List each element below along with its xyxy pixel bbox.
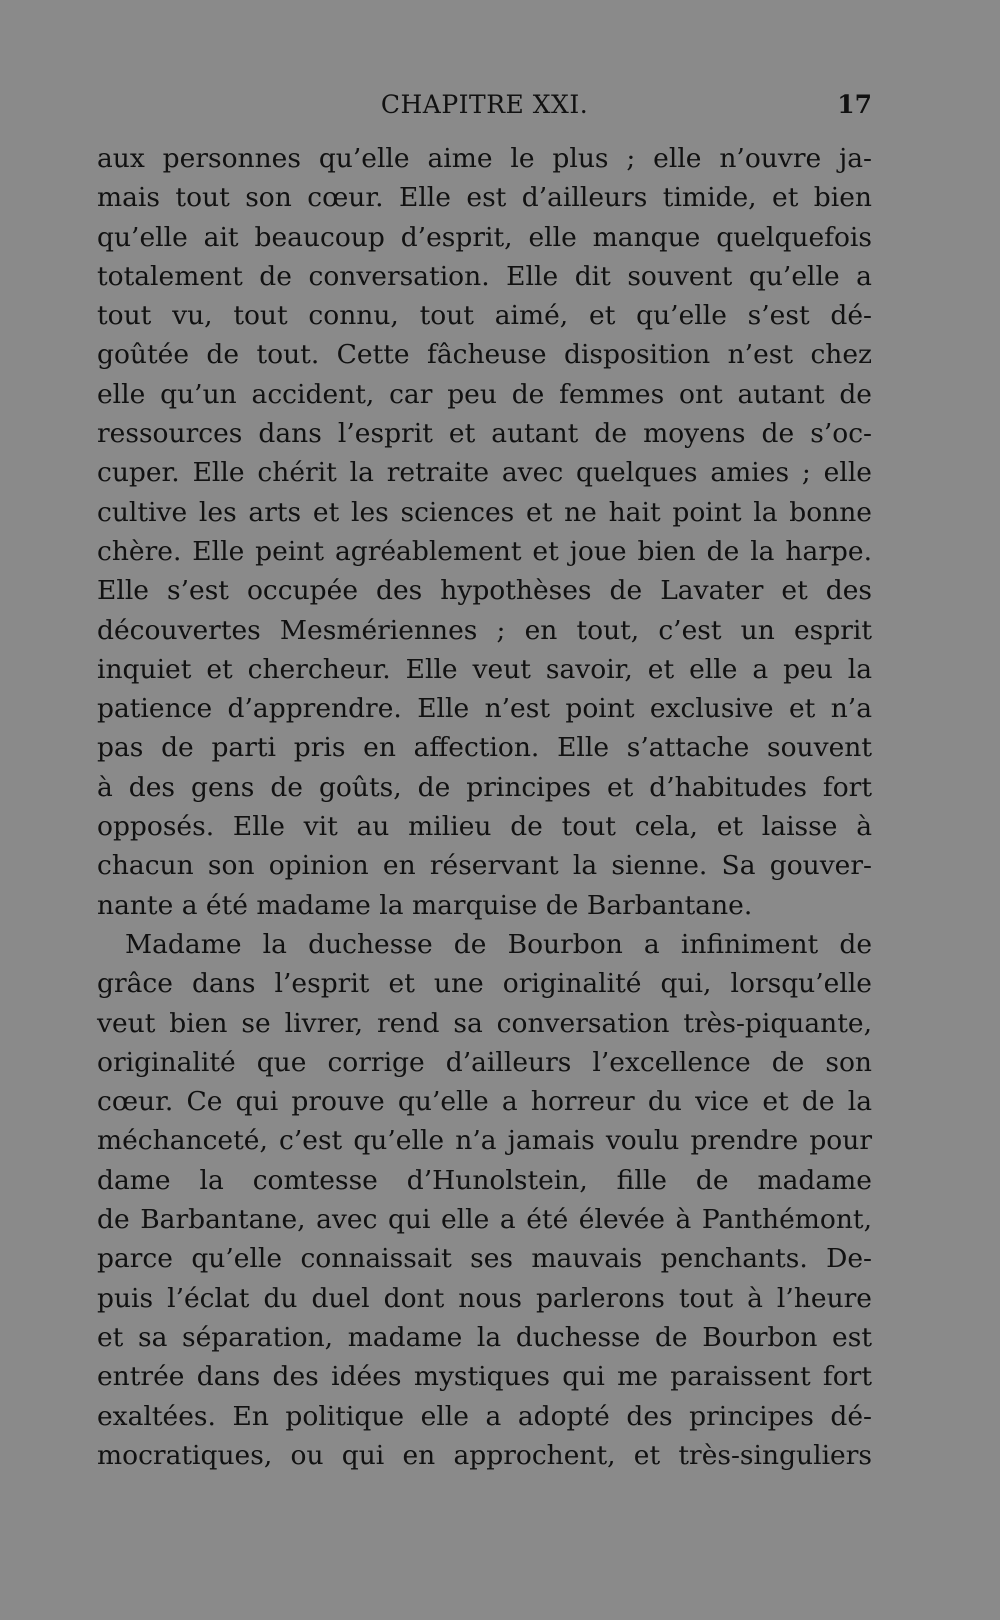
running-header [97,90,872,130]
text-line: découvertes Mesmériennes ; en tout, c’est un esprit [97,614,872,646]
paragraph-start-line: Madame la duchesse de Bourbon a infiniment de [125,928,872,960]
text-line: puis l’éclat du duel dont nous parlerons tout à l’heure [97,1282,872,1314]
text-line: et sa séparation, madame la duchesse de Bourbon est [97,1321,872,1353]
text-line: goûtée de tout. Cette fâcheuse disposition n’est chez [97,339,872,371]
text-line: opposés. Elle vit au milieu de tout cela, et laisse à [97,811,872,843]
page-number: 17 [837,90,872,119]
paragraph-end-line: nante a été madame la marquise de Barbantane. [97,889,753,921]
text-line: chacun son opinion en réservant la sienne. Sa gouver- [97,850,872,882]
text-line: chère. Elle peint agréablement et joue bien de la harpe. [97,535,872,567]
text-line: méchanceté, c’est qu’elle n’a jamais voulu prendre pour [97,1125,872,1157]
text-line: entrée dans des idées mystiques qui me paraissent fort [97,1361,872,1393]
text-line: mocratiques, ou qui en approchent, et très-singuliers [97,1439,872,1471]
text-line: de Barbantane, avec qui elle a été élevée à Panthémont, [97,1204,872,1236]
text-line: Elle s’est occupée des hypothèses de Lavater et des [97,575,872,607]
text-line: à des gens de goûts, de principes et d’habitudes fort [97,771,872,803]
text-line: dame la comtesse d’Hunolstein, fille de madame [97,1164,872,1196]
text-line: ressources dans l’esprit et autant de moyens de s’oc- [97,418,872,450]
text-line: cultive les arts et les sciences et ne hait point la bonne [97,496,872,528]
text-line: inquiet et chercheur. Elle veut savoir, et elle a peu la [97,653,872,685]
text-line: tout vu, tout connu, tout aimé, et qu’elle s’est dé- [97,300,872,332]
text-line: aux personnes qu’elle aime le plus ; elle n’ouvre ja- [97,143,872,174]
text-line: elle qu’un accident, car peu de femmes ont autant de [97,378,872,410]
text-line: exaltées. En politique elle a adopté des principes dé- [97,1400,872,1432]
body-text [97,139,872,1475]
text-line: qu’elle ait beaucoup d’esprit, elle manque quelquefois [97,221,872,253]
text-line: cuper. Elle chérit la retraite avec quelques amies ; elle [97,457,872,489]
text-line: parce qu’elle connaissait ses mauvais penchants. De- [97,1243,872,1275]
text-line: grâce dans l’esprit et une originalité qui, lorsqu’elle [97,968,872,1000]
text-line: patience d’apprendre. Elle n’est point exclusive et n’a [97,693,872,725]
text-line: mais tout son cœur. Elle est d’ailleurs timide, et bien [97,182,872,214]
text-line: veut bien se livrer, rend sa conversation très-piquante, [97,1007,872,1039]
text-line: pas de parti pris en affection. Elle s’attache souvent [97,732,872,764]
text-line: cœur. Ce qui prouve qu’elle a horreur du vice et de la [97,1086,872,1118]
text-line: originalité que corrige d’ailleurs l’excellence de son [97,1046,872,1078]
chapter-title: CHAPITRE XXI. [380,90,589,119]
text-line: totalement de conversation. Elle dit souvent qu’elle a [97,260,872,292]
